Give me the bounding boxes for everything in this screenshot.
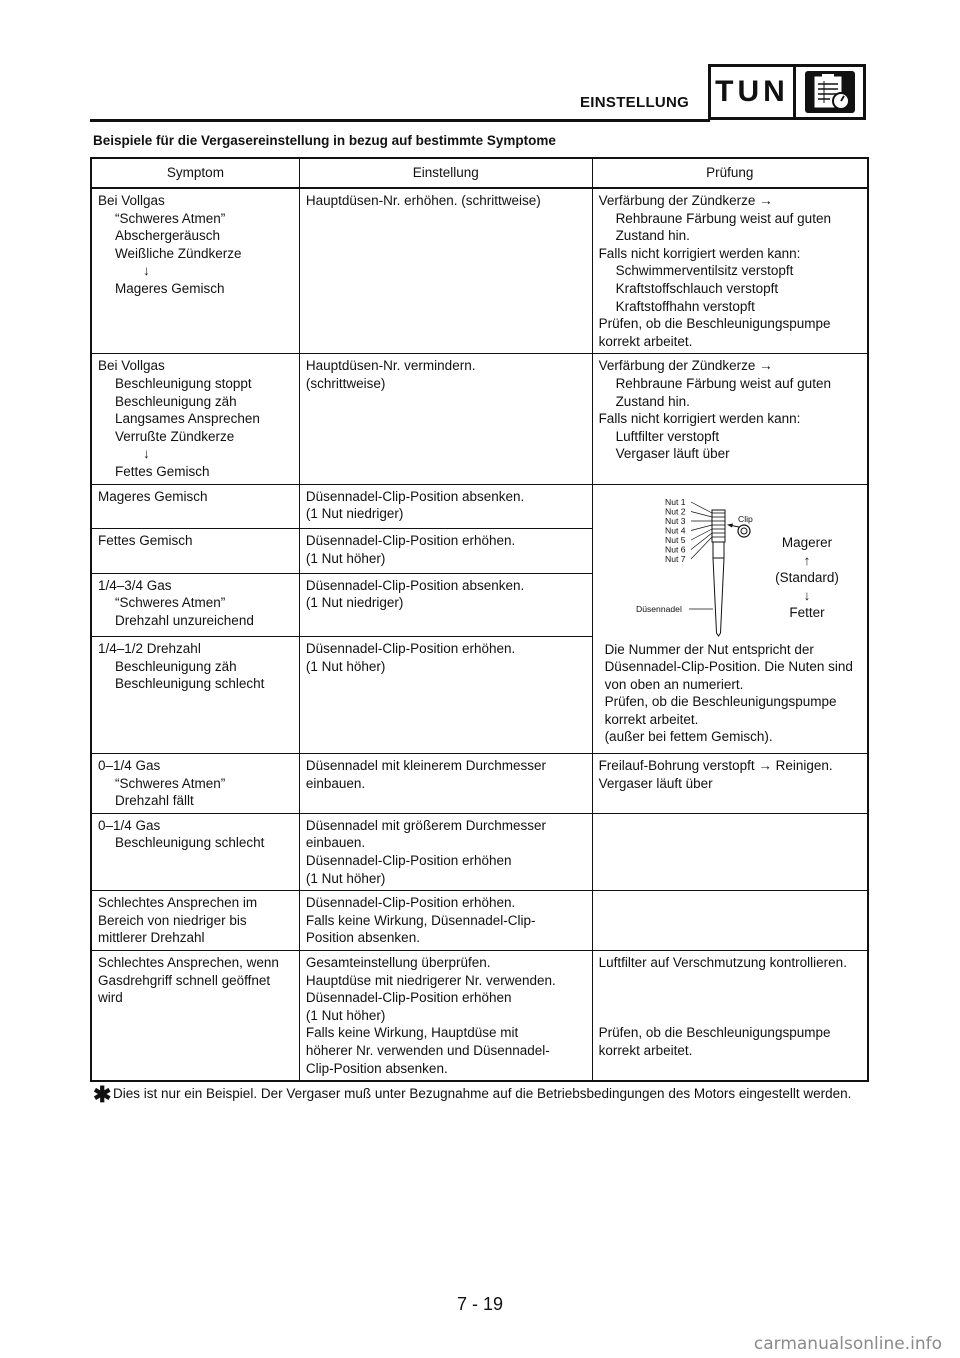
cell-line: wird bbox=[98, 990, 123, 1006]
cell-line: “Schweres Atmen” bbox=[115, 210, 226, 226]
cell-line: korrekt arbeitet. bbox=[598, 333, 693, 349]
table-row bbox=[91, 813, 868, 890]
setting-cell bbox=[299, 951, 592, 1082]
cell-line: Düsennadel mit größerem Durchmesser bbox=[305, 817, 546, 833]
symptom-cell bbox=[91, 354, 299, 484]
check-cell bbox=[592, 188, 868, 354]
cell-line: Düsennadel mit kleinerem Durchmesser bbox=[305, 758, 546, 774]
cell-line: Schlechtes Ansprechen im bbox=[98, 895, 258, 911]
cell-line: Prüfen, ob die Beschleunigungspumpe bbox=[598, 1025, 831, 1041]
cell-line: höherer Nr. verwenden und Düsennadel- bbox=[305, 1042, 550, 1058]
check-cell bbox=[592, 951, 868, 1082]
richer-label: Fetter bbox=[788, 604, 825, 620]
cell-line: Schwimmerventilsitz verstopft bbox=[615, 263, 794, 279]
header-rule bbox=[90, 119, 710, 122]
cell-line: Prüfen, ob die Beschleunigungspumpe bbox=[604, 694, 837, 710]
column-header: Einstellung bbox=[299, 158, 592, 188]
column-header: Prüfung bbox=[592, 158, 868, 188]
check-cell bbox=[592, 813, 868, 890]
cell-line: Beschleunigung schlecht bbox=[115, 835, 265, 851]
cell-line: 1/4–3/4 Gas bbox=[98, 577, 172, 593]
down-arrow-icon: ↓ bbox=[143, 446, 150, 462]
cell-line: (1 Nut niedriger) bbox=[305, 506, 404, 522]
symptom-cell bbox=[91, 951, 299, 1082]
groove-label: Nut 7 bbox=[664, 553, 686, 564]
cell-line: Abschergeräusch bbox=[115, 228, 221, 244]
symptom-cell bbox=[91, 754, 299, 814]
cell-line: Kraftstoffhahn verstopft bbox=[615, 298, 755, 314]
cell-line: Luftfilter verstopft bbox=[615, 428, 720, 444]
cell-line: Düsennadel-Clip-Position erhöhen. bbox=[305, 895, 516, 911]
cell-line: Düsennadel-Clip-Position absenken. bbox=[305, 577, 525, 593]
setting-cell bbox=[299, 813, 592, 890]
cell-line: Düsennadel-Clip-Position absenken. bbox=[305, 488, 525, 504]
cell-line: Verrußte Zündkerze bbox=[115, 428, 235, 444]
jet-needle-diagram bbox=[599, 488, 861, 638]
footnote: Dies ist nur ein Beispiel. Der Vergaser muß unter Bezugnahme auf die Betriebsbedingungen des Motors eingestellt werden. bbox=[113, 1086, 852, 1101]
cell-line: Zustand hin. bbox=[615, 228, 690, 244]
carburetor-settings-table bbox=[90, 157, 869, 1082]
symptom-cell bbox=[91, 529, 299, 574]
cell-line: (1 Nut höher) bbox=[305, 870, 386, 886]
cell-line: Verfärbung der Zündkerze → bbox=[598, 193, 773, 208]
setting-cell bbox=[299, 573, 592, 636]
standard-label: (Standard) bbox=[774, 569, 839, 585]
check-cell bbox=[592, 354, 868, 484]
cell-line: Bereich von niedriger bis bbox=[98, 912, 247, 928]
cell-line: Falls keine Wirkung, Hauptdüse mit bbox=[305, 1025, 519, 1041]
needle-diagram-cell bbox=[592, 484, 868, 754]
setting-cell bbox=[299, 188, 592, 354]
cell-line: einbauen. bbox=[305, 775, 366, 791]
setting-cell bbox=[299, 529, 592, 574]
cell-line: Fettes Gemisch bbox=[98, 533, 193, 549]
cell-line: Beschleunigung schlecht bbox=[115, 676, 265, 692]
cell-line: “Schweres Atmen” bbox=[115, 595, 226, 611]
symptom-cell bbox=[91, 813, 299, 890]
clipboard-stopwatch-icon bbox=[796, 67, 863, 117]
cell-line: (1 Nut höher) bbox=[305, 658, 386, 674]
cell-line: Rehbraune Färbung weist auf guten bbox=[615, 210, 831, 226]
cell-line: korrekt arbeitet. bbox=[598, 1042, 693, 1058]
setting-cell bbox=[299, 354, 592, 484]
setting-cell bbox=[299, 891, 592, 951]
watermark: carmanualsonline.info bbox=[753, 1334, 942, 1354]
cell-line: Freilauf-Bohrung verstopft → Reinigen. bbox=[598, 758, 833, 774]
symptom-cell bbox=[91, 637, 299, 754]
groove-label: Nut 5 bbox=[664, 534, 686, 545]
cell-line: Verfärbung der Zündkerze → bbox=[598, 358, 773, 374]
cell-line: von oben an numeriert. bbox=[604, 676, 744, 692]
section-code: TUN bbox=[711, 67, 796, 117]
cell-line: Falls keine Wirkung, Düsennadel-Clip- bbox=[305, 912, 536, 928]
symptom-cell bbox=[91, 891, 299, 951]
table-header-row bbox=[91, 158, 868, 188]
cell-line: Gesamteinstellung überprüfen. bbox=[305, 955, 491, 970]
cell-line: Düsennadel-Clip-Position erhöhen. bbox=[305, 533, 516, 549]
cell-line: mittlerer Drehzahl bbox=[98, 930, 205, 946]
cell-line: Gasdrehgriff schnell geöffnet bbox=[98, 972, 271, 988]
diagram-explanation bbox=[599, 638, 861, 751]
cell-line: Düsennadel-Clip-Position. Die Nuten sind bbox=[604, 659, 853, 675]
cell-line: (außer bei fettem Gemisch). bbox=[604, 729, 773, 745]
cell-line: Rehbraune Färbung weist auf guten bbox=[615, 375, 831, 391]
down-arrow-icon: ↓ bbox=[803, 587, 810, 603]
cell-line: Mageres Gemisch bbox=[115, 280, 225, 296]
check-cell bbox=[592, 891, 868, 951]
cell-line: 1/4–1/2 Drehzahl bbox=[98, 641, 201, 657]
cell-line: (schrittweise) bbox=[305, 375, 386, 391]
cell-line: Düsennadel-Clip-Position erhöhen. bbox=[305, 641, 516, 657]
header-badge bbox=[708, 64, 866, 120]
cell-line: Prüfen, ob die Beschleunigungspumpe bbox=[598, 316, 831, 332]
header-title: EINSTELLUNG bbox=[580, 94, 690, 111]
table-row bbox=[91, 951, 868, 1082]
down-arrow-icon: ↓ bbox=[143, 263, 150, 279]
table-row bbox=[91, 188, 868, 354]
column-header: Symptom bbox=[91, 158, 299, 188]
cell-line: Mageres Gemisch bbox=[98, 488, 208, 504]
cell-line: “Schweres Atmen” bbox=[115, 775, 226, 791]
cell-line: Beschleunigung stoppt bbox=[115, 375, 252, 391]
cell-line: Düsennadel-Clip-Position erhöhen bbox=[305, 990, 512, 1006]
cell-line: Bei Vollgas bbox=[98, 358, 165, 374]
cell-line: Langsames Ansprechen bbox=[115, 411, 260, 427]
clip-icon bbox=[738, 525, 750, 537]
cell-line: Vergaser läuft über bbox=[615, 446, 730, 462]
cell-line: Bei Vollgas bbox=[98, 193, 165, 208]
cell-line: Falls nicht korrigiert werden kann: bbox=[598, 411, 801, 427]
cell-line: Drehzahl fällt bbox=[115, 793, 194, 809]
table-row bbox=[91, 891, 868, 951]
footnote-marker-icon: ✱ bbox=[93, 1082, 112, 1107]
cell-line: Hauptdüsen-Nr. vermindern. bbox=[305, 358, 476, 374]
setting-cell bbox=[299, 637, 592, 754]
cell-line: Hauptdüsen-Nr. erhöhen. (schrittweise) bbox=[305, 193, 541, 208]
cell-line: Falls nicht korrigiert werden kann: bbox=[598, 245, 801, 261]
groove-label: Nut 4 bbox=[664, 525, 686, 535]
needle-label: Düsennadel bbox=[635, 603, 682, 614]
groove-label: Nut 6 bbox=[664, 544, 686, 554]
cell-line: Luftfilter auf Verschmutzung kontrollieren. bbox=[598, 955, 847, 970]
cell-line: Clip-Position absenken. bbox=[305, 1060, 448, 1076]
cell-line: (1 Nut höher) bbox=[305, 1007, 386, 1023]
cell-line: Düsennadel-Clip-Position erhöhen bbox=[305, 853, 512, 869]
up-arrow-icon: ↑ bbox=[803, 552, 810, 568]
groove-label: Nut 1 bbox=[664, 496, 686, 507]
cell-line: korrekt arbeitet. bbox=[604, 711, 699, 727]
table-row bbox=[91, 754, 868, 814]
cell-line: 0–1/4 Gas bbox=[98, 817, 161, 833]
symptom-cell bbox=[91, 188, 299, 354]
check-cell bbox=[592, 754, 868, 814]
cell-line: Kraftstoffschlauch verstopft bbox=[615, 280, 779, 296]
cell-line: 0–1/4 Gas bbox=[98, 758, 161, 774]
cell-line: Drehzahl unzureichend bbox=[115, 612, 254, 628]
setting-cell bbox=[299, 754, 592, 814]
cell-line: Zustand hin. bbox=[615, 393, 690, 409]
table-row bbox=[91, 354, 868, 484]
clip-label: Clip bbox=[737, 513, 753, 524]
section-title: Beispiele für die Vergasereinstellung in bezug auf bestimmte Symptome bbox=[93, 133, 556, 148]
cell-line: Vergaser läuft über bbox=[598, 775, 713, 791]
groove-label: Nut 2 bbox=[664, 506, 686, 516]
cell-line: (1 Nut niedriger) bbox=[305, 595, 404, 611]
cell-line: Beschleunigung zäh bbox=[115, 658, 237, 674]
cell-line: (1 Nut höher) bbox=[305, 550, 386, 566]
cell-line: Fettes Gemisch bbox=[115, 463, 210, 479]
groove-label: Nut 3 bbox=[664, 515, 686, 526]
cell-line: Schlechtes Ansprechen, wenn bbox=[98, 955, 279, 970]
cell-line: Position absenken. bbox=[305, 930, 420, 946]
page-number: 7 - 19 bbox=[456, 1294, 504, 1314]
cell-line: Beschleunigung zäh bbox=[115, 393, 237, 409]
leaner-label: Magerer bbox=[781, 534, 832, 550]
symptom-cell bbox=[91, 484, 299, 529]
cell-line: Die Nummer der Nut entspricht der bbox=[604, 641, 814, 657]
cell-line: Hauptdüse mit niedrigerer Nr. verwenden. bbox=[305, 972, 556, 988]
cell-line: Weißliche Zündkerze bbox=[115, 245, 242, 261]
setting-cell bbox=[299, 484, 592, 529]
cell-line: einbauen. bbox=[305, 835, 366, 851]
symptom-cell bbox=[91, 573, 299, 636]
table-row bbox=[91, 484, 868, 529]
